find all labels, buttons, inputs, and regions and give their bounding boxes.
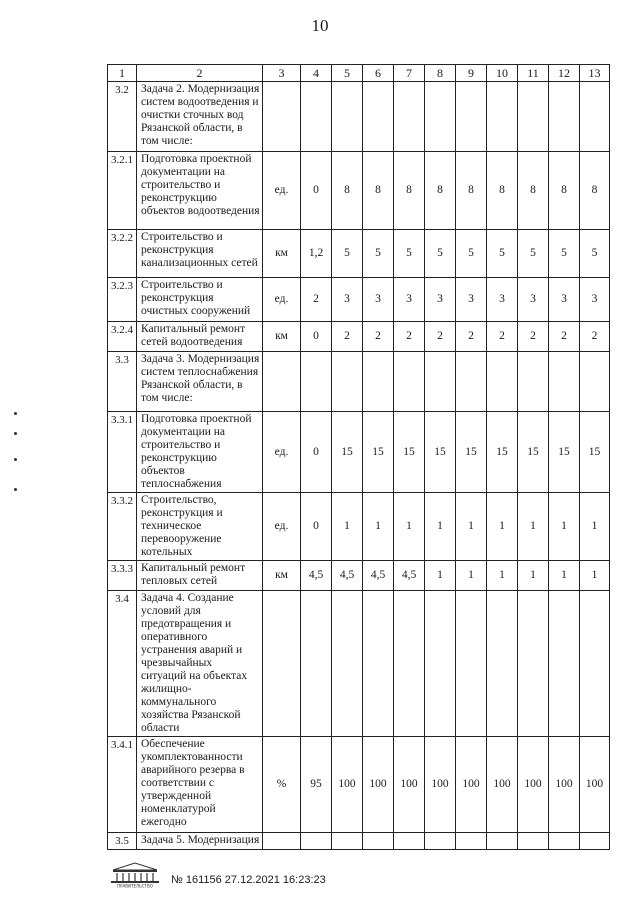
indicator-name-cell: Строительство, реконструкция и техническое перевооружение котельных: [137, 493, 263, 561]
indicator-name-cell: Задача 2. Модернизация систем водоотведения и очистки сточных вод Рязанской области, в том числе:: [137, 82, 263, 152]
row-number-cell: 3.3.2: [108, 493, 137, 561]
unit-cell: [263, 82, 301, 152]
value-cell: [332, 352, 363, 412]
value-cell: 15: [518, 412, 549, 493]
value-cell: [425, 82, 456, 152]
header-cell: 13: [580, 65, 610, 82]
value-cell: [425, 352, 456, 412]
page-number: 10: [311, 16, 329, 35]
value-cell: 0: [301, 322, 332, 352]
header-cell: 6: [363, 65, 394, 82]
value-cell: [580, 833, 610, 850]
value-cell: 15: [425, 412, 456, 493]
value-cell: 1: [518, 493, 549, 561]
value-cell: 95: [301, 737, 332, 833]
value-cell: 2: [301, 278, 332, 322]
value-cell: [580, 352, 610, 412]
value-cell: 1: [580, 561, 610, 591]
value-cell: [363, 833, 394, 850]
value-cell: 1: [580, 493, 610, 561]
value-cell: 3: [394, 278, 425, 322]
value-cell: [518, 352, 549, 412]
value-cell: 100: [487, 737, 518, 833]
value-cell: 100: [518, 737, 549, 833]
header-cell: 12: [549, 65, 580, 82]
indicator-name-cell: Задача 4. Создание условий для предотвращения и оперативного устранения аварий и чрезвычайных ситуаций на объектах жилищно-коммунального хозяйства Рязанской области: [137, 591, 263, 737]
value-cell: [487, 833, 518, 850]
table-header-row: [108, 65, 610, 82]
value-cell: 2: [394, 322, 425, 352]
value-cell: 15: [549, 412, 580, 493]
value-cell: [580, 82, 610, 152]
value-cell: 8: [549, 152, 580, 230]
value-cell: 8: [332, 152, 363, 230]
indicator-name-cell: Задача 5. Модернизация: [137, 833, 263, 850]
value-cell: 1: [363, 493, 394, 561]
header-cell: 4: [301, 65, 332, 82]
value-cell: 4,5: [301, 561, 332, 591]
value-cell: [301, 352, 332, 412]
row-number-cell: 3.4: [108, 591, 137, 737]
value-cell: 4,5: [394, 561, 425, 591]
row-number-cell: 3.3: [108, 352, 137, 412]
unit-cell: [263, 591, 301, 737]
value-cell: 5: [456, 230, 487, 278]
value-cell: 8: [363, 152, 394, 230]
value-cell: 100: [580, 737, 610, 833]
value-cell: 5: [549, 230, 580, 278]
value-cell: 2: [487, 322, 518, 352]
value-cell: 3: [580, 278, 610, 322]
value-cell: [580, 591, 610, 737]
unit-cell: км: [263, 230, 301, 278]
table-row: [108, 352, 610, 412]
value-cell: [487, 82, 518, 152]
table-row: [108, 833, 610, 850]
unit-cell: ед.: [263, 493, 301, 561]
value-cell: [456, 833, 487, 850]
value-cell: [487, 591, 518, 737]
value-cell: 2: [580, 322, 610, 352]
value-cell: 3: [456, 278, 487, 322]
value-cell: [549, 352, 580, 412]
value-cell: 15: [332, 412, 363, 493]
indicator-name-cell: Капитальный ремонт сетей водоотведения: [137, 322, 263, 352]
indicator-name-cell: Подготовка проектной документации на строительство и реконструкцию объектов теплоснабжения: [137, 412, 263, 493]
value-cell: 3: [487, 278, 518, 322]
value-cell: [456, 591, 487, 737]
value-cell: 2: [425, 322, 456, 352]
unit-cell: ед.: [263, 278, 301, 322]
value-cell: 2: [518, 322, 549, 352]
row-number-cell: 3.2.2: [108, 230, 137, 278]
value-cell: 3: [363, 278, 394, 322]
value-cell: [394, 352, 425, 412]
value-cell: 1: [425, 561, 456, 591]
value-cell: 1,2: [301, 230, 332, 278]
value-cell: [394, 82, 425, 152]
margin-dot: [14, 458, 17, 461]
value-cell: 100: [394, 737, 425, 833]
indicators-table: [107, 64, 610, 850]
header-cell: 11: [518, 65, 549, 82]
value-cell: [456, 82, 487, 152]
value-cell: 100: [425, 737, 456, 833]
value-cell: 5: [487, 230, 518, 278]
value-cell: 3: [549, 278, 580, 322]
value-cell: [456, 352, 487, 412]
indicator-name-cell: Подготовка проектной документации на строительство и реконструкцию объектов водоотведения: [137, 152, 263, 230]
value-cell: [363, 352, 394, 412]
table-row: [108, 322, 610, 352]
value-cell: 2: [332, 322, 363, 352]
value-cell: 8: [456, 152, 487, 230]
indicator-name-cell: Капитальный ремонт тепловых сетей: [137, 561, 263, 591]
unit-cell: км: [263, 561, 301, 591]
value-cell: 100: [456, 737, 487, 833]
value-cell: [425, 833, 456, 850]
value-cell: 8: [487, 152, 518, 230]
value-cell: 1: [425, 493, 456, 561]
indicator-name-cell: Обеспечение укомплектованности аварийного резерва в соответствии с утвержденной номенклатурой ежегодно: [137, 737, 263, 833]
value-cell: [332, 591, 363, 737]
value-cell: 1: [456, 493, 487, 561]
value-cell: 15: [580, 412, 610, 493]
footer: [107, 862, 367, 892]
unit-cell: ед.: [263, 152, 301, 230]
value-cell: [301, 833, 332, 850]
table-row: [108, 82, 610, 152]
value-cell: 0: [301, 493, 332, 561]
value-cell: 8: [425, 152, 456, 230]
value-cell: 4,5: [363, 561, 394, 591]
value-cell: 3: [425, 278, 456, 322]
table-row: [108, 278, 610, 322]
value-cell: 100: [363, 737, 394, 833]
value-cell: [487, 352, 518, 412]
header-cell: 3: [263, 65, 301, 82]
value-cell: 1: [487, 493, 518, 561]
table-row: [108, 493, 610, 561]
row-number-cell: 3.2.4: [108, 322, 137, 352]
value-cell: 5: [518, 230, 549, 278]
value-cell: 0: [301, 412, 332, 493]
unit-cell: %: [263, 737, 301, 833]
table-body: [108, 65, 610, 850]
table-row: [108, 230, 610, 278]
header-cell: 10: [487, 65, 518, 82]
value-cell: [518, 591, 549, 737]
value-cell: [549, 591, 580, 737]
header-cell: 5: [332, 65, 363, 82]
table-row: [108, 591, 610, 737]
value-cell: 100: [332, 737, 363, 833]
row-number-cell: 3.3.1: [108, 412, 137, 493]
value-cell: [332, 833, 363, 850]
value-cell: [549, 82, 580, 152]
value-cell: 1: [518, 561, 549, 591]
unit-cell: [263, 833, 301, 850]
indicator-name-cell: Строительство и реконструкция канализационных сетей: [137, 230, 263, 278]
header-cell: 8: [425, 65, 456, 82]
table-row: [108, 561, 610, 591]
value-cell: [332, 82, 363, 152]
value-cell: 3: [518, 278, 549, 322]
value-cell: 5: [363, 230, 394, 278]
row-number-cell: 3.5: [108, 833, 137, 850]
indicator-name-cell: Строительство и реконструкция очистных сооружений: [137, 278, 263, 322]
row-number-cell: 3.3.3: [108, 561, 137, 591]
value-cell: 5: [394, 230, 425, 278]
value-cell: 8: [518, 152, 549, 230]
row-number-cell: 3.4.1: [108, 737, 137, 833]
value-cell: [518, 833, 549, 850]
value-cell: 15: [487, 412, 518, 493]
unit-cell: км: [263, 322, 301, 352]
value-cell: 5: [580, 230, 610, 278]
unit-cell: ед.: [263, 412, 301, 493]
value-cell: 4,5: [332, 561, 363, 591]
value-cell: 5: [425, 230, 456, 278]
value-cell: [301, 82, 332, 152]
value-cell: 15: [363, 412, 394, 493]
document-registration-stamp: № 161156 27.12.2021 16:23:23: [171, 874, 326, 886]
unit-cell: [263, 352, 301, 412]
header-cell: 1: [108, 65, 137, 82]
table-row: [108, 737, 610, 833]
table-row: [108, 152, 610, 230]
value-cell: 100: [549, 737, 580, 833]
value-cell: [394, 833, 425, 850]
row-number-cell: 3.2: [108, 82, 137, 152]
value-cell: [394, 591, 425, 737]
header-cell: 2: [137, 65, 263, 82]
value-cell: [425, 591, 456, 737]
value-cell: [549, 833, 580, 850]
margin-dot: [14, 432, 17, 435]
value-cell: 1: [549, 493, 580, 561]
value-cell: 8: [580, 152, 610, 230]
value-cell: 2: [363, 322, 394, 352]
value-cell: 0: [301, 152, 332, 230]
row-number-cell: 3.2.3: [108, 278, 137, 322]
value-cell: 2: [456, 322, 487, 352]
value-cell: 1: [332, 493, 363, 561]
indicator-name-cell: Задача 3. Модернизация систем теплоснабжения Рязанской области, в том числе:: [137, 352, 263, 412]
value-cell: 2: [549, 322, 580, 352]
value-cell: 1: [394, 493, 425, 561]
margin-dot: [14, 412, 17, 415]
value-cell: 1: [487, 561, 518, 591]
value-cell: 5: [332, 230, 363, 278]
header-cell: 9: [456, 65, 487, 82]
value-cell: [518, 82, 549, 152]
value-cell: 8: [394, 152, 425, 230]
value-cell: [363, 591, 394, 737]
value-cell: 3: [332, 278, 363, 322]
header-cell: 7: [394, 65, 425, 82]
value-cell: 15: [394, 412, 425, 493]
emblem-caption: ПРАВИТЕЛЬСТВО: [117, 883, 153, 888]
value-cell: [301, 591, 332, 737]
value-cell: 15: [456, 412, 487, 493]
government-building-icon: [107, 862, 163, 888]
value-cell: 1: [549, 561, 580, 591]
margin-dot: [14, 488, 17, 491]
value-cell: [363, 82, 394, 152]
table-row: [108, 412, 610, 493]
row-number-cell: 3.2.1: [108, 152, 137, 230]
value-cell: 1: [456, 561, 487, 591]
